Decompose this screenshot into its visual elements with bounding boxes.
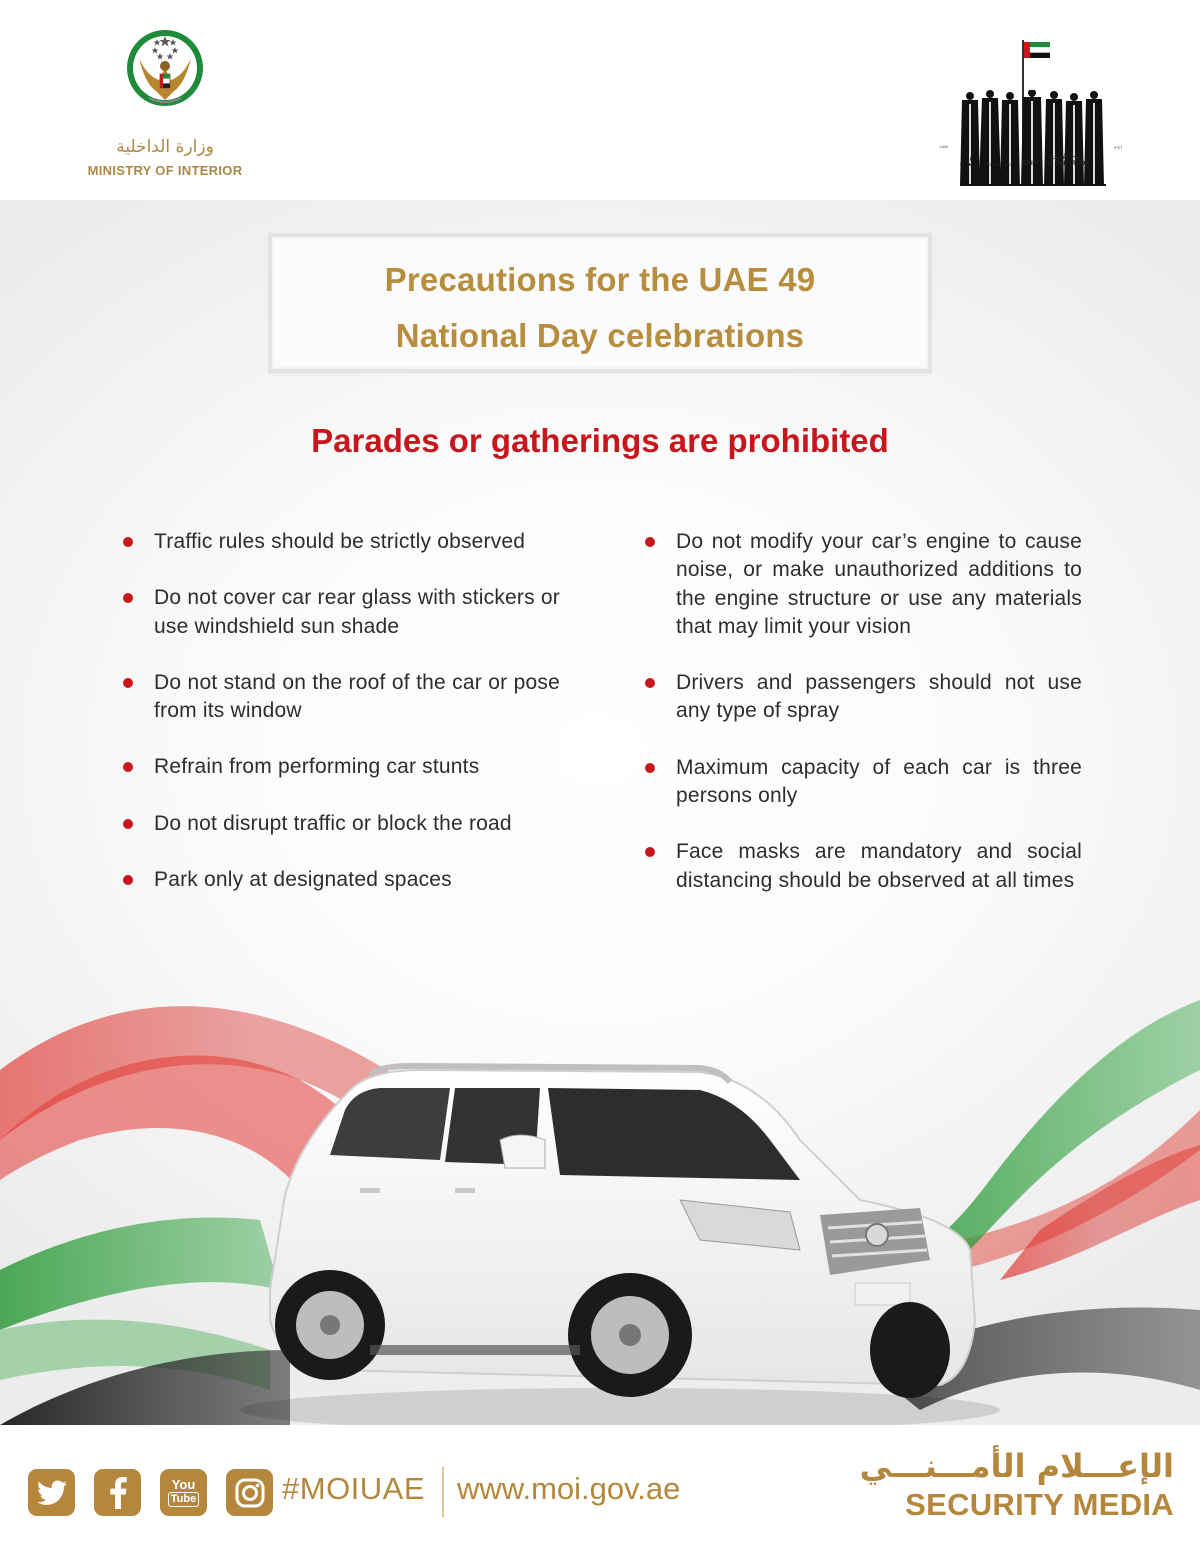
prohibition-heading: Parades or gatherings are prohibited	[311, 422, 889, 459]
page-title-line-1: Precautions for the UAE 49	[384, 261, 816, 298]
bullet-icon	[123, 678, 133, 688]
header	[0, 0, 1200, 200]
precautions-list-left	[118, 528, 560, 922]
bullet-icon	[123, 875, 133, 885]
flag-ribbons-and-car-image	[0, 990, 1200, 1425]
bullet-icon	[123, 762, 133, 772]
national-day-logo	[938, 36, 1128, 178]
main-panel	[0, 200, 1200, 1425]
list-item: Park only at designated spaces	[118, 866, 560, 894]
youtube-icon[interactable]: You Tube	[160, 1469, 207, 1516]
website-link[interactable]: www.moi.gov.ae	[457, 1471, 681, 1506]
spirit-arabic: روح الاتحاد	[1048, 152, 1084, 161]
instagram-icon[interactable]	[226, 1469, 273, 1516]
list-item: Do not cover car rear glass with stickers or use windshield sun shade	[118, 584, 560, 641]
moi-arabic-name: وزارة الداخلية	[116, 137, 214, 157]
uae-label: UAE	[940, 144, 949, 149]
national-day-number: 49	[960, 152, 980, 173]
ministry-of-interior-logo	[70, 28, 260, 178]
security-media-english: SECURITY MEDIA	[905, 1487, 1174, 1522]
security-media-arabic: الإعـــلام الأمـــنـــي	[859, 1447, 1174, 1485]
list-item: Face masks are mandatory and social distancing should be observed at all times	[640, 838, 1082, 895]
national-day-label: NATIONAL DAY	[984, 162, 1013, 167]
precautions-list-right	[640, 528, 1082, 923]
title-box	[268, 233, 932, 373]
social-links	[28, 1469, 273, 1516]
list-item: Maximum capacity of each car is three persons only	[640, 754, 1082, 811]
footer-divider	[442, 1467, 444, 1517]
falcon-emblem-icon	[125, 28, 205, 112]
list-item: Do not stand on the roof of the car or pose from its window	[118, 669, 560, 726]
moi-english-name: MINISTRY OF INTERIOR	[87, 163, 243, 178]
footer	[0, 1425, 1200, 1549]
hashtag-link[interactable]: #MOIUAE	[282, 1471, 426, 1506]
list-item: Traffic rules should be strictly observed	[118, 528, 560, 556]
twitter-icon[interactable]	[28, 1469, 75, 1516]
bullet-icon	[123, 819, 133, 829]
uae-arabic-label: إ.ع.م	[1114, 144, 1123, 149]
national-day-caption	[938, 152, 1128, 182]
list-item: Do not modify your car’s engine to cause noise, or make unauthorized additions to the engine structure or use any materials that may limit your vision	[640, 528, 1082, 641]
bullet-icon	[645, 678, 655, 688]
page-title-line-2: National Day celebrations	[395, 317, 805, 354]
bullet-icon	[645, 537, 655, 547]
bullet-icon	[645, 763, 655, 773]
list-item: Do not disrupt traffic or block the road	[118, 810, 560, 838]
suv-illustration	[0, 990, 1200, 1425]
spirit-of-the-union-label: SPIRIT OF THE UNION	[1022, 161, 1090, 167]
list-item: Drivers and passengers should not use any type of spray	[640, 669, 1082, 726]
bullet-icon	[123, 537, 133, 547]
bullet-icon	[645, 847, 655, 857]
list-item: Refrain from performing car stunts	[118, 753, 560, 781]
facebook-icon[interactable]	[94, 1469, 141, 1516]
bullet-icon	[123, 593, 133, 603]
